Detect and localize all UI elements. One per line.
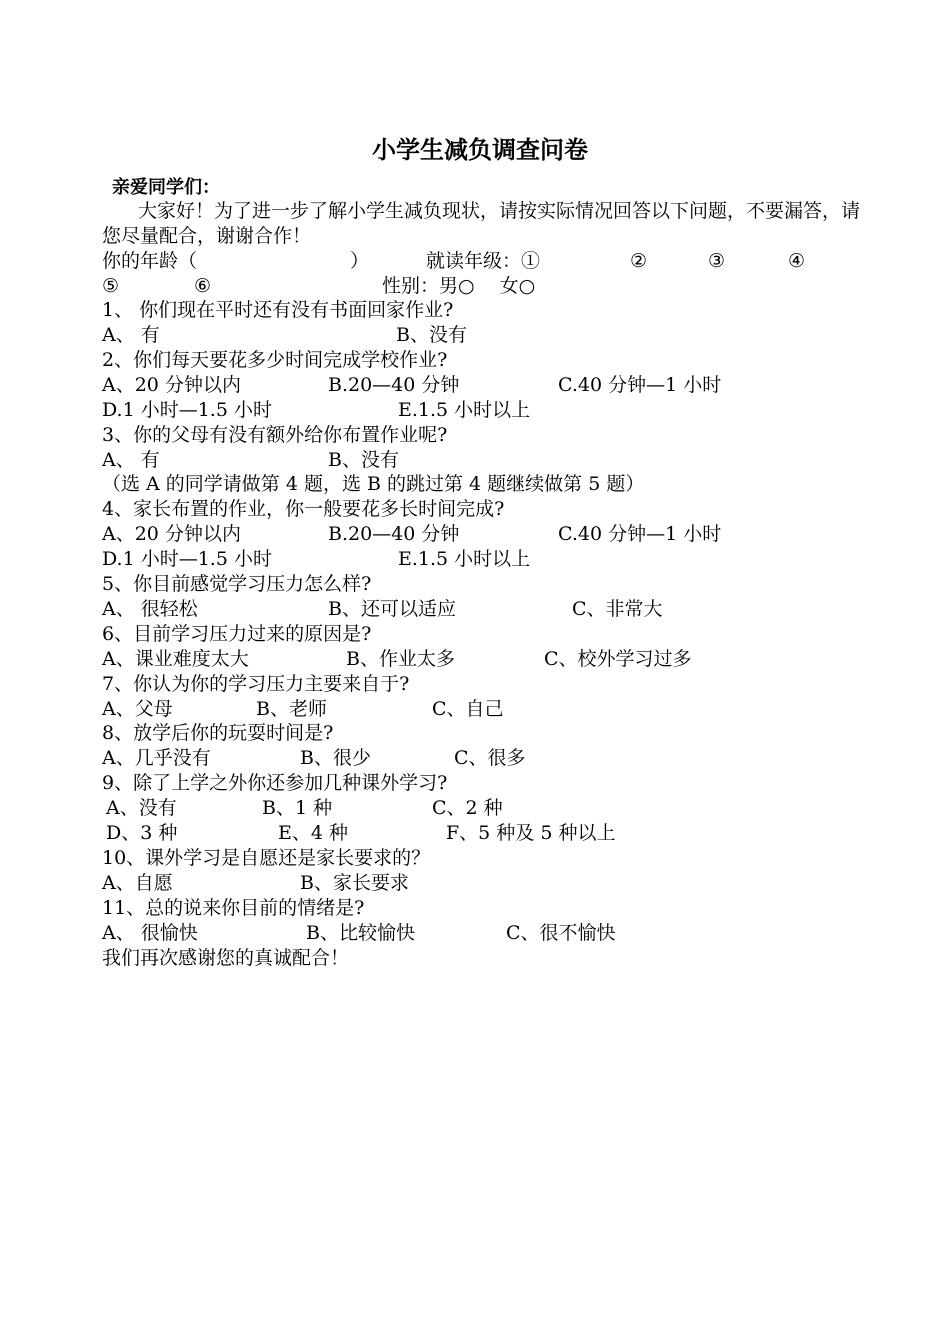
option-b[interactable]: B、1 种 xyxy=(262,797,333,819)
question-9: 9、除了上学之外你还参加几种课外学习? xyxy=(102,772,448,794)
grade-option-6[interactable]: ⑥ xyxy=(194,275,212,297)
greeting: 亲爱同学们： xyxy=(112,177,220,198)
grade-label: 就读年级：① xyxy=(426,250,541,272)
closing-text: 我们再次感谢您的真诚配合！ xyxy=(102,947,350,969)
option-e[interactable]: E.1.5 小时以上 xyxy=(398,399,531,421)
intro-paragraph: 大家好！为了进一步了解小学生减负现状，请按实际情况回答以下问题，不要漏答，请您尽量配合，谢谢合作！ xyxy=(102,200,861,247)
option-c[interactable]: C、校外学习过多 xyxy=(544,648,692,670)
option-d[interactable]: D.1 小时—1.5 小时 xyxy=(102,548,272,570)
option-a[interactable]: A、 有 xyxy=(102,324,160,346)
option-b[interactable]: B.20—40 分钟 xyxy=(328,523,460,545)
question-6: 6、目前学习压力过来的原因是? xyxy=(102,623,372,645)
grade-option-3[interactable]: ③ xyxy=(708,250,726,272)
question-10: 10、课外学习是自愿还是家长要求的？ xyxy=(102,847,431,869)
question-11: 11、总的说来你目前的情绪是? xyxy=(102,897,365,919)
option-b[interactable]: B、没有 xyxy=(396,324,467,346)
question-3: 3、你的父母有没有额外给你布置作业呢? xyxy=(102,424,448,446)
question-7-options xyxy=(102,697,862,722)
question-11-options xyxy=(102,921,862,946)
gender-field[interactable]: 性别：男○ 女○ xyxy=(382,275,536,297)
question-2-options-2 xyxy=(102,398,862,423)
question-8-options xyxy=(102,746,862,771)
option-a[interactable]: A、课业难度太大 xyxy=(102,648,249,670)
option-c[interactable]: C.40 分钟—1 小时 xyxy=(558,374,722,396)
option-e[interactable]: E、4 种 xyxy=(278,822,348,844)
question-1: 1、 你们现在平时还有没有书面回家作业? xyxy=(102,299,454,321)
option-b[interactable]: B、很少 xyxy=(300,747,371,769)
option-c[interactable]: C、非常大 xyxy=(572,598,663,620)
question-5: 5、你目前感觉学习压力怎么样? xyxy=(102,573,372,595)
option-b[interactable]: B、家长要求 xyxy=(300,872,409,894)
grade-option-2[interactable]: ② xyxy=(630,250,648,272)
question-3-note: （选 A 的同学请做第 4 题，选 B 的跳过第 4 题继续做第 5 题） xyxy=(102,473,645,495)
question-9-options xyxy=(102,796,862,821)
option-b[interactable]: B、还可以适应 xyxy=(328,598,456,620)
question-2: 2、你们每天要花多少时间完成学校作业? xyxy=(102,349,448,371)
age-label: 你的年龄（ xyxy=(102,250,198,272)
option-f[interactable]: F、5 种及 5 种以上 xyxy=(446,822,616,844)
option-b[interactable]: B、老师 xyxy=(256,698,327,720)
question-2-options xyxy=(102,373,862,398)
age-close: ） xyxy=(350,250,370,272)
question-9-options-2 xyxy=(102,821,862,846)
option-a[interactable]: A、 很轻松 xyxy=(102,598,198,620)
option-c[interactable]: C.40 分钟—1 小时 xyxy=(558,523,722,545)
question-8: 8、放学后你的玩耍时间是? xyxy=(102,722,334,744)
option-c[interactable]: C、自己 xyxy=(432,698,504,720)
question-5-options xyxy=(102,597,862,622)
option-a[interactable]: A、20 分钟以内 xyxy=(102,374,241,396)
question-4-options xyxy=(102,522,862,547)
option-a[interactable]: A、没有 xyxy=(106,797,177,819)
info-line-2 xyxy=(102,274,862,299)
option-a[interactable]: A、自愿 xyxy=(102,872,173,894)
option-d[interactable]: D、3 种 xyxy=(106,822,178,844)
question-10-options xyxy=(102,871,862,896)
question-7: 7、你认为你的学习压力主要来自于? xyxy=(102,673,410,695)
option-d[interactable]: D.1 小时—1.5 小时 xyxy=(102,399,272,421)
option-c[interactable]: C、2 种 xyxy=(432,797,503,819)
page-title: 小学生减负调查问卷 xyxy=(372,136,588,164)
option-b[interactable]: B、比较愉快 xyxy=(306,922,415,944)
question-6-options xyxy=(102,647,862,672)
question-4-options-2 xyxy=(102,547,862,572)
option-e[interactable]: E.1.5 小时以上 xyxy=(398,548,531,570)
grade-option-5[interactable]: ⑤ xyxy=(102,275,120,297)
option-b[interactable]: B、作业太多 xyxy=(346,648,455,670)
option-a[interactable]: A、父母 xyxy=(102,698,173,720)
info-line-1 xyxy=(102,249,862,274)
option-a[interactable]: A、 有 xyxy=(102,449,160,471)
option-a[interactable]: A、几乎没有 xyxy=(102,747,211,769)
question-1-options xyxy=(102,323,862,348)
question-3-options xyxy=(102,448,862,473)
option-a[interactable]: A、 很愉快 xyxy=(102,922,198,944)
option-b[interactable]: B.20—40 分钟 xyxy=(328,374,460,396)
option-a[interactable]: A、20 分钟以内 xyxy=(102,523,241,545)
grade-option-4[interactable]: ④ xyxy=(788,250,806,272)
question-4: 4、家长布置的作业，你一般要花多长时间完成? xyxy=(102,498,505,520)
option-c[interactable]: C、很多 xyxy=(454,747,526,769)
option-b[interactable]: B、没有 xyxy=(328,449,399,471)
option-c[interactable]: C、很不愉快 xyxy=(506,922,616,944)
